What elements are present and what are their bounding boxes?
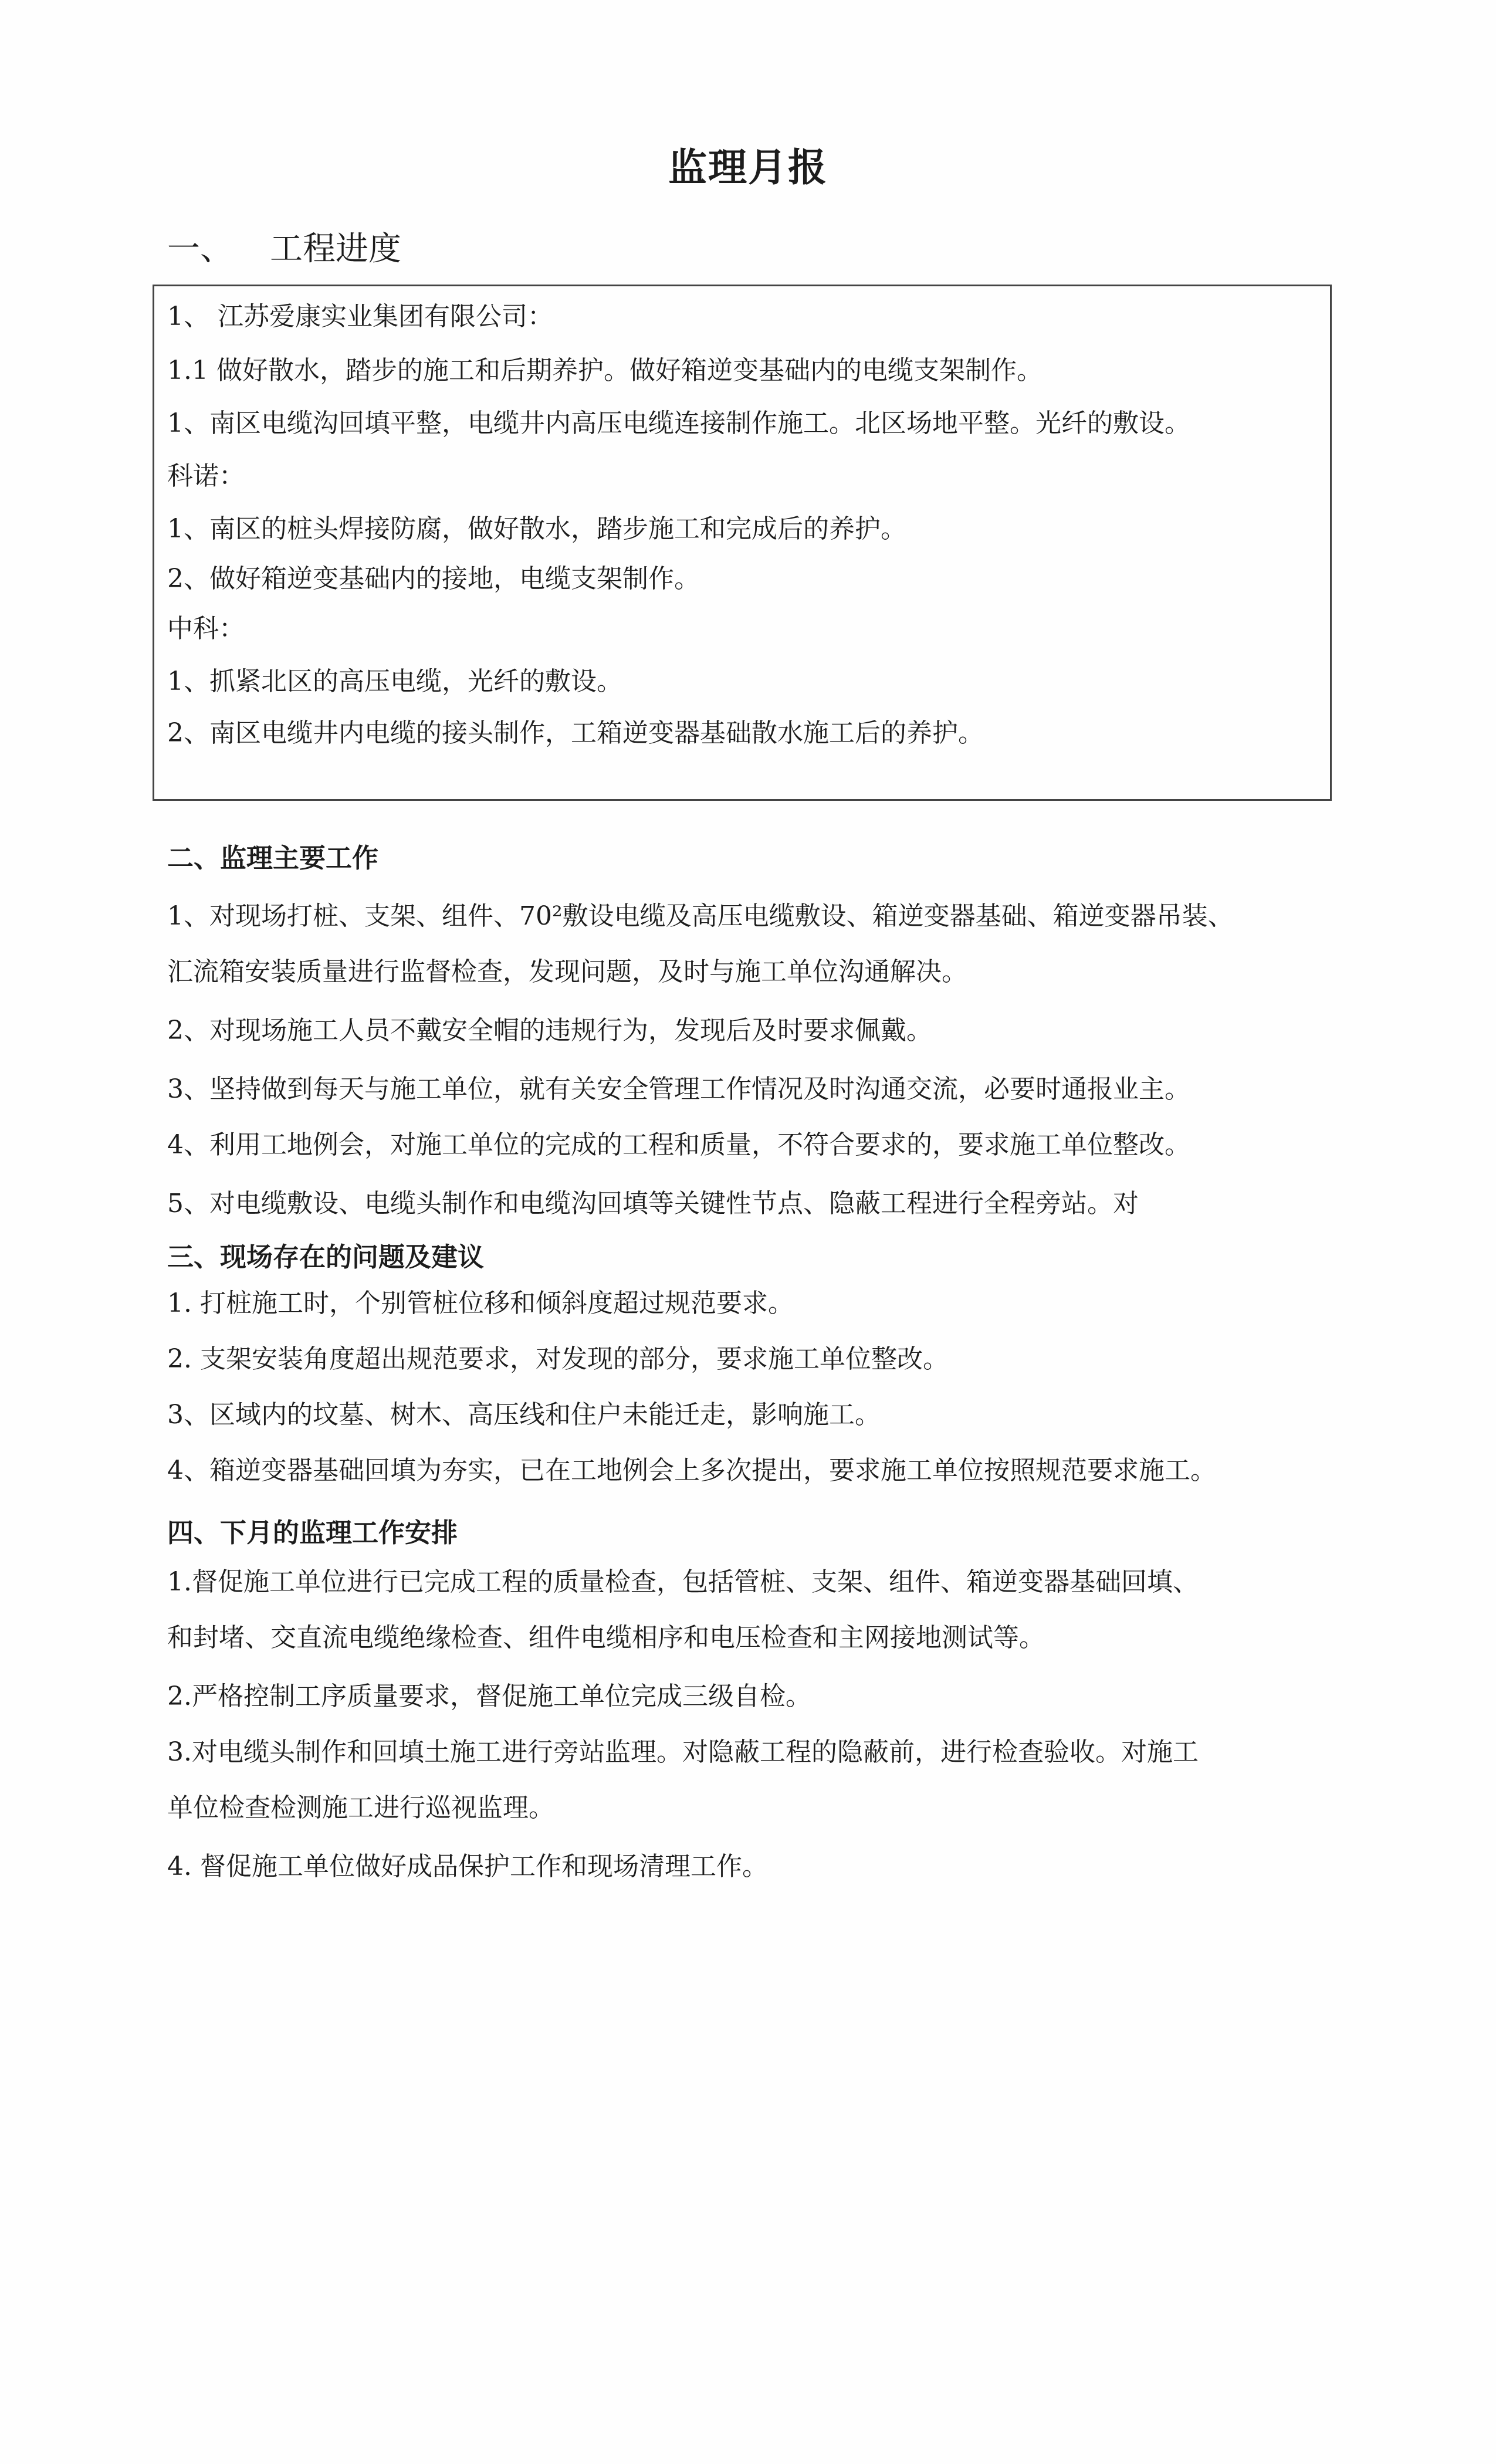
issue-line: 2. 支架安装角度超出规范要求，对发现的部分，要求施工单位整改。 <box>167 1344 949 1374</box>
work-line: 汇流箱安装质量进行监督检查，发现问题，及时与施工单位沟通解决。 <box>167 957 967 987</box>
issue-line: 3、区域内的坟墓、树木、高压线和住户未能迁走，影响施工。 <box>167 1400 881 1430</box>
plan-line: 单位检查检测施工进行巡视监理。 <box>167 1793 554 1823</box>
plan-line: 2.严格控制工序质量要求，督促施工单位完成三级自检。 <box>167 1681 811 1711</box>
plan-line: 4. 督促施工单位做好成品保护工作和现场清理工作。 <box>167 1852 768 1881</box>
work-line: 1、对现场打桩、支架、组件、70²敷设电缆及高压电缆敷设、箱逆变器基础、箱逆变器吊装、 <box>167 901 1234 931</box>
work-line: 2、对现场施工人员不戴安全帽的违规行为，发现后及时要求佩戴。 <box>167 1016 932 1045</box>
section-3-heading: 三、现场存在的问题及建议 <box>167 1241 485 1272</box>
plan-line: 和封堵、交直流电缆绝缘检查、组件电缆相序和电压检查和主网接地测试等。 <box>167 1623 1045 1653</box>
issue-line: 1. 打桩施工时，个别管桩位移和倾斜度超过规范要求。 <box>167 1288 794 1318</box>
section-1-heading <box>167 223 401 270</box>
plan-line: 1.督促施工单位进行已完成工程的质量检查，包括管桩、支架、组件、箱逆变器基础回填、 <box>167 1567 1199 1597</box>
section-2-heading: 二、监理主要工作 <box>167 842 379 874</box>
document-title: 监理月报 <box>668 145 828 190</box>
progress-line: 科诺： <box>167 461 245 491</box>
section-1-number: 一、 <box>167 230 233 268</box>
section-1-title: 工程进度 <box>270 230 401 268</box>
plan-line: 3.对电缆头制作和回填土施工进行旁站监理。对隐蔽工程的隐蔽前，进行检查验收。对施工 <box>167 1737 1199 1767</box>
section-4-heading: 四、下月的监理工作安排 <box>167 1517 458 1548</box>
progress-line: 中科： <box>167 614 245 644</box>
progress-line: 1、南区电缆沟回填平整，电缆井内高压电缆连接制作施工。北区场地平整。光纤的敷设。 <box>167 408 1190 438</box>
progress-line: 1.1 做好散水，踏步的施工和后期养护。做好箱逆变基础内的电缆支架制作。 <box>167 356 1043 385</box>
work-line: 5、对电缆敷设、电缆头制作和电缆沟回填等关键性节点、隐蔽工程进行全程旁站。对 <box>167 1189 1139 1219</box>
progress-line: 1、 江苏爱康实业集团有限公司： <box>167 302 553 331</box>
issue-line: 4、箱逆变器基础回填为夯实，已在工地例会上多次提出，要求施工单位按照规范要求施工。 <box>167 1456 1216 1485</box>
work-line: 4、利用工地例会，对施工单位的完成的工程和质量，不符合要求的，要求施工单位整改。 <box>167 1130 1190 1160</box>
progress-line: 2、南区电缆井内电缆的接头制作，工箱逆变器基础散水施工后的养护。 <box>167 718 984 748</box>
progress-line: 1、抓紧北区的高压电缆，光纤的敷设。 <box>167 666 622 696</box>
progress-line: 1、南区的桩头焊接防腐，做好散水，踏步施工和完成后的养护。 <box>167 514 906 544</box>
progress-line: 2、做好箱逆变基础内的接地，电缆支架制作。 <box>167 564 700 594</box>
work-line: 3、坚持做到每天与施工单位，就有关安全管理工作情况及时沟通交流，必要时通报业主。 <box>167 1074 1190 1104</box>
